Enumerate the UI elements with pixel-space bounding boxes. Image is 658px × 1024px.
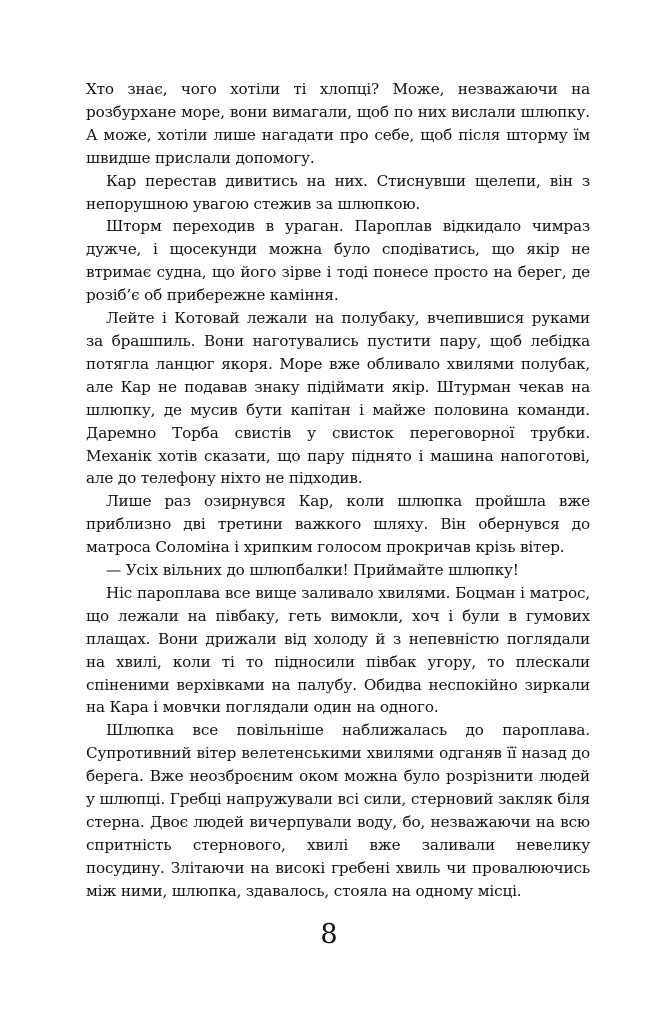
dialogue-line: — Усіх вільних до шлюпбалки! Приймайте шлюпку! [106, 561, 519, 580]
paragraph-7: Ніс пароплава все вище заливало хвилями. Боцман і матрос, що лежали на півбаку, геть вимокли, хоч і були в гумових плащах. Вони дрижали від холоду й з непевністю поглядали на хвилі, коли ті то підносили півбак угору, то плескали спіненими верхівками на палубу. Обидва неспокійно зиркали на Кара і мовчки поглядали один на одного. [86, 583, 590, 717]
paragraph-5: Лише раз озирнувся Кар, коли шлюпка пройшла вже приблизно дві третини важкого шляху. Він обернувся до матроса Соломіна і хрипким голосом прокричав крізь вітер. [86, 492, 590, 557]
page-number: 8 [320, 919, 338, 950]
paragraph-8: Шлюпка все повільніше наближалась до пароплава. Супротивний вітер велетенськими хвилями одганяв її назад до берега. Вже неозброєним оком можна було розрізнити людей у шлюпці. Гребці напружували всі сили, стерновий закляк біля стерна. Двоє людей вичерпували воду, бо, незважаючи на всю спритність стернового, хвилі вже заливали невелику посудину. Злітаючи на високі гребені хвиль чи провалюючись між ними, шлюпка, здавалось, стояла на одному місці. [86, 721, 590, 900]
paragraph-1: Хто знає, чого хотіли ті хлопці? Може, незважаючи на розбурхане море, вони вимагали, щоб по них вислали шлюпку. А може, хотіли лише нагадати про себе, щоб після шторму їм швидше прислали допомогу. [86, 80, 590, 167]
body-text [86, 78, 590, 903]
paragraph-2: Кар перестав дивитись на них. Стиснувши щелепи, він з непорушною увагою стежив за шлюпкою. [86, 171, 590, 213]
paragraph-4: Лейте і Котовай лежали на полубаку, вчепившися руками за брашпиль. Вони наготувались пустити пару, щоб лебідка потягла ланцюг якоря. Море вже обливало хвилями полубак, але Кар не подавав знаку підіймати якір. Штурман чекав на шлюпку, де мусив бути капітан і майже половина команди. Даремно Торба свистів у свисток переговорної трубки. Механік хотів сказати, що пару піднято і машина напоготові, але до телефону ніхто не підходив. [86, 309, 590, 488]
paragraph-3: Шторм переходив в ураган. Пароплав відкидало чимраз дужче, і щосекунди можна було сподіватись, що якір не втримає судна, що його зірве і тоді понесе просто на берег, де розіб’є об прибережне каміння. [86, 217, 590, 305]
